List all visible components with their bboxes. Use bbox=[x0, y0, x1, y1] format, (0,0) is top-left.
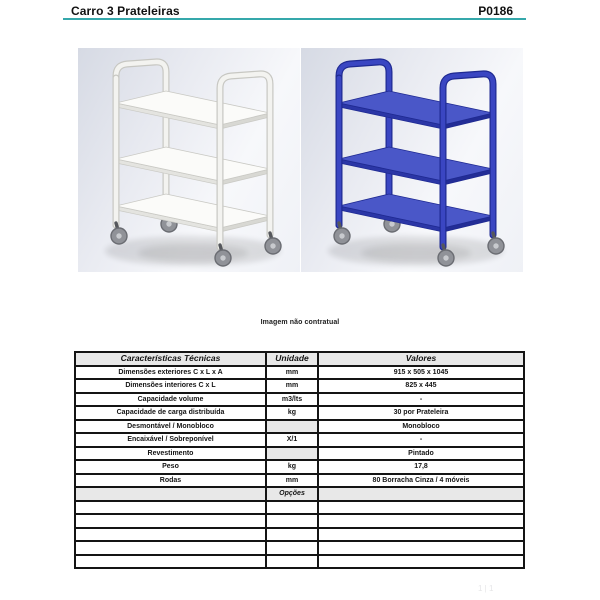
spec-unit-cell: mm bbox=[266, 379, 318, 393]
image-disclaimer-caption: Imagem não contratual bbox=[260, 319, 340, 326]
header-unit: Unidade bbox=[266, 352, 318, 366]
spec-label-cell: Encaixável / Sobreponível bbox=[75, 433, 266, 447]
spec-label-cell: Rodas bbox=[75, 474, 266, 488]
spec-label-cell: Peso bbox=[75, 460, 266, 474]
spec-label-cell: Desmontável / Monobloco bbox=[75, 420, 266, 434]
empty-label-cell bbox=[75, 555, 266, 569]
spec-value-cell: Monobloco bbox=[318, 420, 524, 434]
white-cart-image bbox=[78, 48, 300, 272]
spec-row bbox=[75, 474, 524, 488]
page-number-mark: 1 | 1 bbox=[478, 584, 494, 593]
empty-value-cell bbox=[318, 501, 524, 515]
spec-row bbox=[75, 366, 524, 380]
empty-value-cell bbox=[318, 555, 524, 569]
spec-unit-cell: kg bbox=[266, 406, 318, 420]
spec-unit-cell: X/1 bbox=[266, 433, 318, 447]
empty-label-cell bbox=[75, 528, 266, 542]
empty-value-cell bbox=[318, 514, 524, 528]
spec-value-cell: 825 x 445 bbox=[318, 379, 524, 393]
spec-row bbox=[75, 447, 524, 461]
spec-unit-cell: kg bbox=[266, 460, 318, 474]
spec-row bbox=[75, 379, 524, 393]
spec-value-cell: 30 por Prateleira bbox=[318, 406, 524, 420]
empty-row bbox=[75, 528, 524, 542]
spec-value-cell: 17,8 bbox=[318, 460, 524, 474]
empty-row bbox=[75, 555, 524, 569]
empty-label-cell bbox=[75, 514, 266, 528]
spec-value-cell: - bbox=[318, 393, 524, 407]
spec-row bbox=[75, 460, 524, 474]
empty-unit-cell bbox=[266, 541, 318, 555]
options-left-cell bbox=[75, 487, 266, 501]
empty-unit-cell bbox=[266, 501, 318, 515]
cart-render-blue-panel bbox=[301, 48, 523, 272]
spec-row bbox=[75, 420, 524, 434]
options-label-cell: Opções bbox=[266, 487, 318, 501]
spec-table bbox=[74, 351, 525, 569]
empty-label-cell bbox=[75, 541, 266, 555]
spec-unit-cell bbox=[266, 420, 318, 434]
empty-row bbox=[75, 514, 524, 528]
spec-value-cell: - bbox=[318, 433, 524, 447]
spec-label-cell: Capacidade volume bbox=[75, 393, 266, 407]
spec-value-cell: 80 Borracha Cinza / 4 móveis bbox=[318, 474, 524, 488]
spec-unit-cell: m3/lts bbox=[266, 393, 318, 407]
page-header bbox=[63, 2, 526, 20]
spec-unit-cell: mm bbox=[266, 366, 318, 380]
header-values: Valores bbox=[318, 352, 524, 366]
spec-row bbox=[75, 406, 524, 420]
spec-value-cell: 915 x 505 x 1045 bbox=[318, 366, 524, 380]
options-header-row bbox=[75, 487, 524, 501]
spec-unit-cell: mm bbox=[266, 474, 318, 488]
spec-header-row bbox=[75, 352, 524, 366]
options-right-cell bbox=[318, 487, 524, 501]
empty-value-cell bbox=[318, 541, 524, 555]
header-characteristics: Características Técnicas bbox=[75, 352, 266, 366]
spec-label-cell: Dimensões exteriores C x L x A bbox=[75, 366, 266, 380]
empty-row bbox=[75, 501, 524, 515]
spec-label-cell: Revestimento bbox=[75, 447, 266, 461]
spec-label-cell: Dimensões interiores C x L bbox=[75, 379, 266, 393]
product-code: P0186 bbox=[478, 4, 513, 18]
spec-row bbox=[75, 393, 524, 407]
cart-render-white-panel bbox=[78, 48, 300, 272]
spec-value-cell: Pintado bbox=[318, 447, 524, 461]
spec-label-cell: Capacidade de carga distribuída bbox=[75, 406, 266, 420]
empty-unit-cell bbox=[266, 528, 318, 542]
empty-unit-cell bbox=[266, 514, 318, 528]
spec-row bbox=[75, 433, 524, 447]
blue-cart-image bbox=[301, 48, 523, 272]
page-title: Carro 3 Prateleiras bbox=[71, 4, 180, 18]
empty-row bbox=[75, 541, 524, 555]
empty-unit-cell bbox=[266, 555, 318, 569]
empty-label-cell bbox=[75, 501, 266, 515]
spec-table-container bbox=[74, 351, 525, 569]
spec-unit-cell bbox=[266, 447, 318, 461]
empty-value-cell bbox=[318, 528, 524, 542]
